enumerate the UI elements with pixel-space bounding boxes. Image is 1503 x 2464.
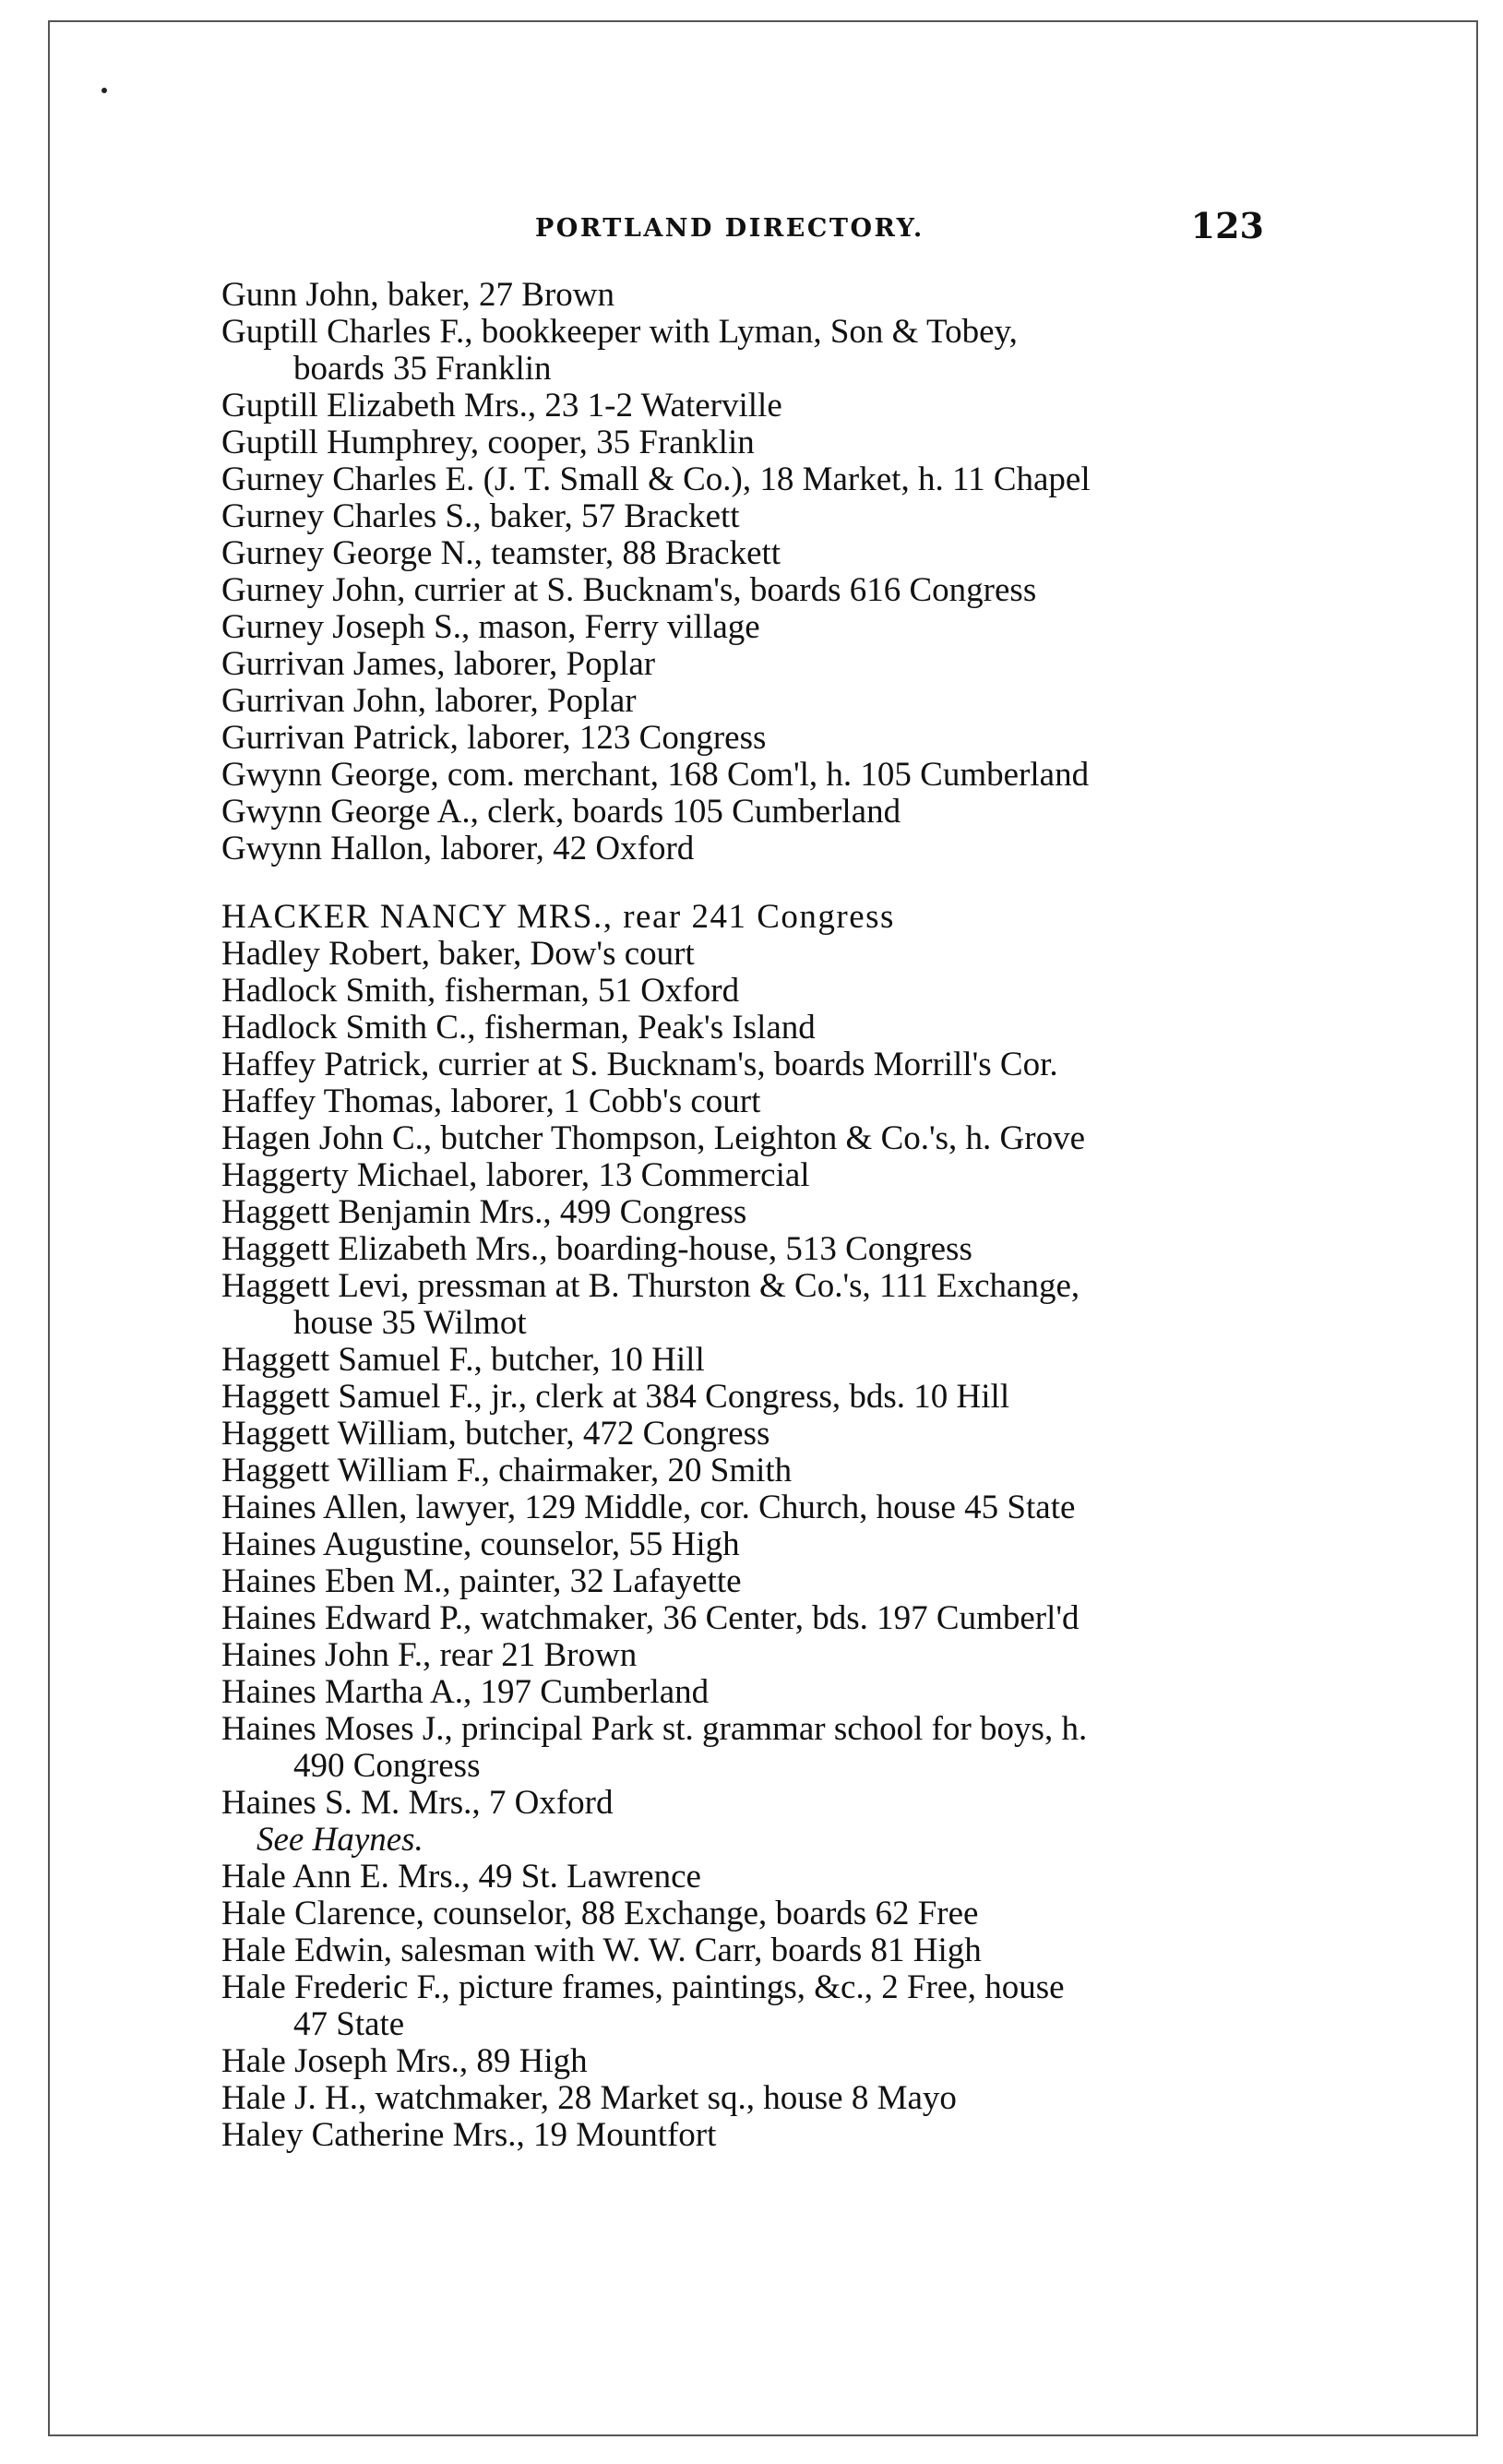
ink-speck [101,88,107,93]
page-number: 123 [1190,205,1264,246]
directory-entry: Haggett Elizabeth Mrs., boarding-house, 513 Congress [221,1230,972,1268]
directory-entry: Haines Allen, lawyer, 129 Middle, cor. Church, house 45 State [221,1489,1076,1526]
directory-entry: Gwynn Hallon, laborer, 42 Oxford [221,830,695,867]
directory-entry: Hale Clarence, counselor, 88 Exchange, boards 62 Free [221,1895,979,1932]
directory-entry: Haggett William, butcher, 472 Congress [221,1415,770,1453]
directory-entry: Gurrivan James, laborer, Poplar [221,645,656,683]
cross-reference: See Haynes. [256,1821,423,1859]
directory-entry: Gurney John, currier at S. Bucknam's, boards 616 Congress [221,571,1037,609]
directory-entry: Haggett Samuel F., jr., clerk at 384 Congress, bds. 10 Hill [221,1378,1010,1416]
directory-entry: Haines Martha A., 197 Cumberland [221,1673,710,1711]
directory-entry: Guptill Humphrey, cooper, 35 Franklin [221,424,755,461]
directory-entry: Guptill Charles F., bookkeeper with Lyman, Son & Tobey, [221,313,1018,351]
directory-listing [221,277,1264,2154]
directory-entry: Hale Joseph Mrs., 89 High [221,2042,588,2080]
directory-entry: Hadley Robert, baker, Dow's court [221,935,695,973]
directory-entry: Gunn John, baker, 27 Brown [221,276,615,314]
directory-entry: Hale Ann E. Mrs., 49 St. Lawrence [221,1858,701,1896]
directory-entry: Gurney Charles S., baker, 57 Brackett [221,497,740,535]
directory-entry: Haggett William F., chairmaker, 20 Smith [221,1452,793,1489]
directory-entry: Haines Augustine, counselor, 55 High [221,1525,740,1563]
directory-entry: Gwynn George, com. merchant, 168 Com'l, h. 105 Cumberland [221,756,1090,794]
directory-entry-continuation: boards 35 Franklin [293,350,552,388]
directory-entry: Gurney George N., teamster, 88 Brackett [221,534,781,572]
directory-entry: Haffey Patrick, currier at S. Bucknam's, boards Morrill's Cor. [221,1046,1058,1083]
directory-entry: Haines S. M. Mrs., 7 Oxford [221,1784,614,1822]
directory-entry: HACKER NANCY MRS., rear 241 Congress [221,898,895,936]
directory-entry: Gurrivan Patrick, laborer, 123 Congress [221,719,767,757]
directory-entry: Hale Frederic F., picture frames, paintings, &c., 2 Free, house [221,1968,1065,2006]
directory-entry: Haggett Samuel F., butcher, 10 Hill [221,1341,705,1379]
directory-entry: Haines Eben M., painter, 32 Lafayette [221,1562,742,1600]
directory-entry: Haines Moses J., principal Park st. grammar school for boys, h. [221,1710,1088,1748]
directory-entry: Haggett Benjamin Mrs., 499 Congress [221,1193,747,1231]
directory-entry-continuation: house 35 Wilmot [293,1304,527,1342]
directory-entry: Gurrivan John, laborer, Poplar [221,682,637,720]
directory-entry: Hadlock Smith, fisherman, 51 Oxford [221,972,740,1010]
directory-entry: Haggett Levi, pressman at B. Thurston & Co.'s, 111 Exchange, [221,1267,1080,1305]
directory-entry: Haggerty Michael, laborer, 13 Commercial [221,1156,810,1194]
directory-entry: Haley Catherine Mrs., 19 Mountfort [221,2116,717,2154]
directory-entry: Haines Edward P., watchmaker, 36 Center, bds. 197 Cumberl'd [221,1599,1080,1637]
directory-entry: Hale J. H., watchmaker, 28 Market sq., house 8 Mayo [221,2079,957,2117]
page-header [221,205,1264,249]
directory-entry: Gurney Joseph S., mason, Ferry village [221,608,760,646]
section-gap [221,867,1264,899]
directory-entry: Gwynn George A., clerk, boards 105 Cumberland [221,793,901,831]
directory-entry: Gurney Charles E. (J. T. Small & Co.), 18 Market, h. 11 Chapel [221,461,1091,498]
directory-entry: Hadlock Smith C., fisherman, Peak's Island [221,1009,816,1047]
directory-entry: Hale Edwin, salesman with W. W. Carr, boards 81 High [221,1932,982,1969]
directory-entry: Hagen John C., butcher Thompson, Leighton & Co.'s, h. Grove [221,1119,1086,1157]
directory-entry: Guptill Elizabeth Mrs., 23 1-2 Waterville [221,387,782,425]
running-head: PORTLAND DIRECTORY. [535,214,924,243]
directory-entry-continuation: 47 State [293,2005,405,2043]
directory-entry: Haffey Thomas, laborer, 1 Cobb's court [221,1082,761,1120]
directory-entry-continuation: 490 Congress [293,1747,481,1785]
directory-entry: Haines John F., rear 21 Brown [221,1636,638,1674]
